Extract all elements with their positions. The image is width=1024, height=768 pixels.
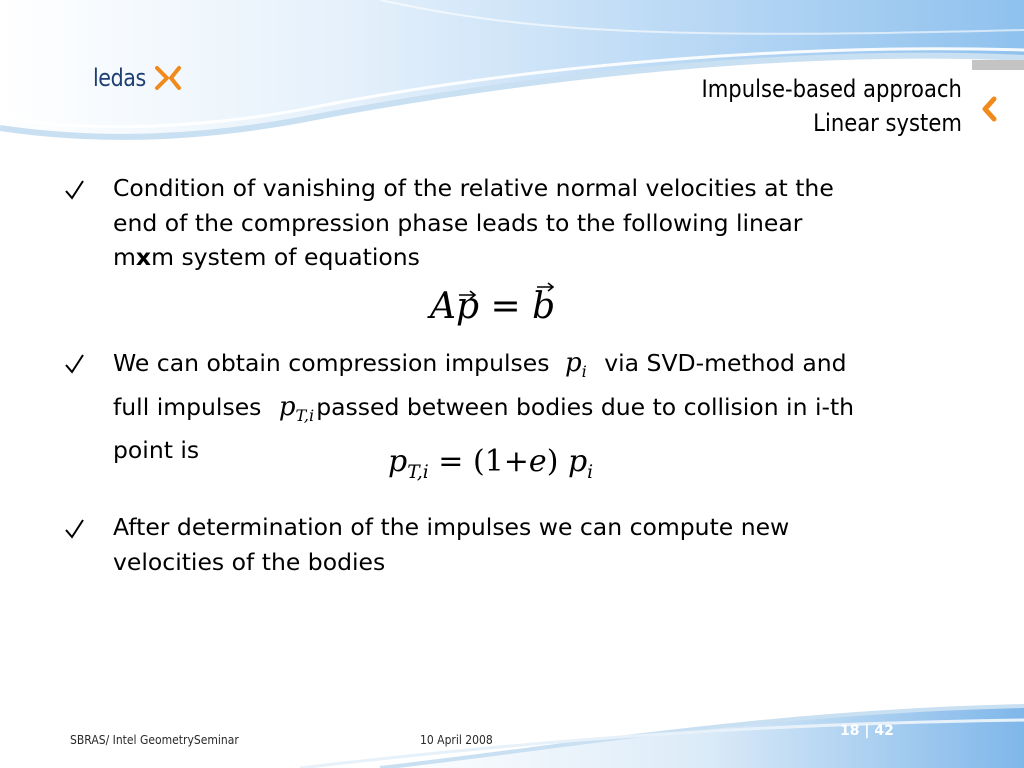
- eq2-sub2: i: [587, 462, 594, 483]
- eq2-equals: =: [438, 444, 464, 479]
- bullet-2-part-1: We can obtain compression impulses: [113, 349, 550, 377]
- eq1-b-vector: [532, 286, 555, 327]
- eq2-p2: p: [567, 444, 588, 479]
- checkmark-icon: [64, 515, 86, 543]
- bullet-1-line-3: [113, 240, 1018, 275]
- bullet-1-line-2: end of the compression phase leads to the following linear: [113, 208, 803, 237]
- eq1-equals: =: [490, 286, 521, 327]
- eq2-e: e: [528, 444, 547, 479]
- bullet-2-line-2: [113, 390, 1018, 434]
- checkmark-icon: [64, 176, 86, 204]
- inline-math-p-t-i: [279, 390, 314, 434]
- eq1-p-vector: [456, 286, 479, 327]
- eq2-p: p: [388, 444, 408, 479]
- checkmark-icon: [64, 350, 86, 378]
- bullet-3-line-1: After determination of the impulses we can compute new: [113, 513, 790, 541]
- footer-date: 10 April 2008: [420, 733, 493, 747]
- vector-arrow-icon: [458, 288, 478, 300]
- eq2-open: (1: [472, 444, 504, 479]
- footer-seminar: SBRAS/ Intel GeometrySeminar: [70, 733, 239, 747]
- title-line-2: Linear system: [813, 109, 962, 137]
- bullet-1-line-3-pre: m: [113, 243, 136, 271]
- bullet-2-part-4: passed between bodies due to collision in i-th: [316, 392, 855, 421]
- title-line-1: Impulse-based approach: [701, 75, 962, 103]
- back-chevron-icon[interactable]: [980, 96, 998, 122]
- eq2-close: ): [546, 444, 559, 479]
- pti-sub: T,i: [295, 405, 315, 425]
- bullet-3-text: [113, 510, 1018, 579]
- vector-arrow-icon: [536, 280, 556, 292]
- eq2-sub: T,i: [407, 462, 429, 483]
- bullet-3-line-2: velocities of the bodies: [113, 547, 386, 576]
- bullet-2-part-3: full impulses: [113, 392, 262, 421]
- pti-p: p: [278, 391, 296, 422]
- equation-ap-equals-b: [430, 286, 555, 327]
- inline-math-p-i: [565, 346, 587, 390]
- eq1-a: A: [430, 286, 456, 327]
- bullet-1-line-1: Condition of vanishing of the relative normal velocities at the: [113, 174, 834, 202]
- equation-full-impulse: [388, 444, 593, 483]
- bullet-2-part-2: via SVD-method and: [604, 349, 847, 377]
- page-number: 18 | 42: [840, 723, 894, 739]
- bullet-1-text: [113, 171, 1018, 275]
- eq2-plus: +: [503, 444, 529, 479]
- bullet-1-times: x: [135, 243, 152, 271]
- bullet-2-line-3: point is: [113, 436, 200, 465]
- logo-text: ledas: [93, 64, 146, 92]
- eq1-p: p: [456, 286, 480, 327]
- logo-chevrons-icon: [153, 62, 183, 94]
- pi-sub: i: [581, 362, 587, 382]
- bullet-2-line-1: [113, 346, 1018, 390]
- bullet-1-line-3-post: m system of equations: [151, 243, 420, 271]
- ledas-logo: [93, 62, 154, 94]
- eq1-b: b: [532, 286, 556, 327]
- slide-title: [702, 72, 962, 140]
- pi-p: p: [564, 348, 582, 378]
